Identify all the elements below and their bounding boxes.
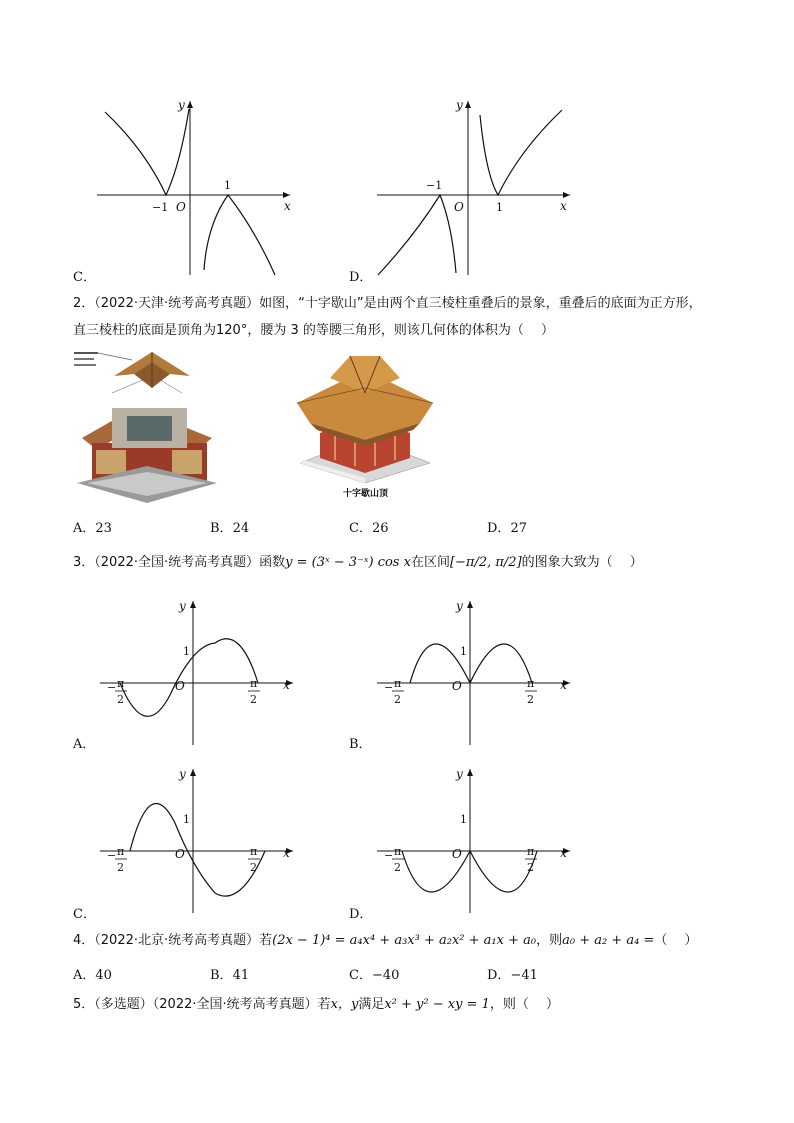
tick-pos-two: 2 — [250, 693, 257, 706]
choice-letter: D． — [487, 968, 511, 983]
q3-suffix: 的图象大致为（ ） — [521, 555, 643, 570]
tick-pos-pi: π — [527, 677, 535, 690]
curve-right — [204, 195, 275, 275]
q4-choice-a — [73, 964, 112, 983]
y-axis-arrow — [467, 601, 473, 608]
q2-choice-b — [210, 517, 249, 536]
q2-choice-d — [487, 517, 527, 536]
tick-y-1: 1 — [460, 645, 467, 658]
q2-image-caption: 十字歇山顶 — [343, 489, 389, 499]
function-curve — [410, 644, 532, 683]
x-axis-arrow — [563, 192, 570, 198]
q3-graph-d — [372, 763, 582, 918]
tick-y-1: 1 — [183, 813, 190, 826]
tick-y-1: 1 — [183, 645, 190, 658]
q3-stem — [73, 553, 643, 573]
axis-y-label: y — [179, 767, 186, 781]
q3-label-a: A． — [73, 737, 96, 752]
y-axis-arrow — [465, 101, 471, 108]
axis-x-label: x — [560, 846, 567, 860]
q5-mid: 满足 — [358, 997, 385, 1012]
curve-left — [105, 109, 189, 195]
tick-pos-two: 2 — [527, 693, 534, 706]
axis-y-label: y — [456, 767, 463, 781]
q4-equation: (2x − 1)⁴ = a₄x⁴ + a₃x³ + a₂x² + a₁x + a₀ — [272, 933, 537, 948]
q3-interval: [−π/2, π/2] — [449, 555, 522, 570]
origin-label: O — [175, 679, 185, 693]
q3-label-c: C． — [73, 907, 96, 922]
axis-x-label: x — [283, 846, 290, 860]
choice-letter: D． — [487, 521, 511, 536]
tick-pos-pi: π — [250, 677, 258, 690]
origin-label: O — [454, 200, 464, 214]
choice-value: 27 — [510, 521, 527, 536]
tick-neg-two: 2 — [394, 693, 401, 706]
q3-label-d: D． — [349, 907, 373, 922]
choice-value: 24 — [232, 521, 250, 536]
q2-line1: 2．（2022·天津·统考高考真题）如图，“十字歇山”是由两个直三棱柱重叠后的景象，重叠后的底面为正方形， — [73, 296, 702, 311]
function-curve — [130, 803, 265, 896]
tick-neg-two: 2 — [117, 861, 124, 874]
q3-graph-c — [95, 763, 305, 918]
y-axis-arrow — [190, 769, 196, 776]
axis-x-label: x — [560, 678, 567, 692]
q4-suffix: （ ） — [654, 933, 698, 948]
tick-neg-pi: π — [394, 845, 402, 858]
q3-prefix: 3．（2022·全国·统考高考真题）函数 — [73, 555, 286, 570]
y-axis-arrow — [187, 101, 193, 108]
q3-mid: 在区间 — [410, 555, 450, 570]
q1-option-d: D． — [349, 270, 373, 285]
tick-neg1: −1 — [152, 201, 169, 214]
q1-graph-c — [90, 95, 300, 280]
q1-graph-d — [370, 95, 580, 280]
tick-neg-pi: π — [394, 677, 402, 690]
tick-neg-sign: − — [384, 681, 394, 694]
q5-equation: x² + y² − xy = 1 — [384, 997, 490, 1012]
y-axis-arrow — [467, 769, 473, 776]
axis-y-label: y — [178, 98, 185, 112]
tick-neg-sign: − — [107, 849, 117, 862]
axis-x-label: x — [284, 199, 291, 213]
tick-pos-pi: π — [250, 845, 258, 858]
tick-neg-two: 2 — [117, 693, 124, 706]
choice-letter: B． — [210, 968, 233, 983]
tick-neg-pi: π — [117, 677, 125, 690]
q3-function: y = (3ˣ − 3⁻ˣ) cos x — [285, 555, 411, 570]
q5-stem — [73, 995, 559, 1015]
choice-letter: C． — [349, 521, 372, 536]
tick-neg-pi: π — [117, 845, 125, 858]
tick-neg-sign: − — [107, 681, 117, 694]
tick-pos-two: 2 — [527, 861, 534, 874]
choice-value: −41 — [510, 968, 538, 983]
q4-choice-b — [210, 964, 249, 983]
origin-label: O — [176, 200, 186, 214]
origin-label: O — [175, 847, 185, 861]
tick-neg-two: 2 — [394, 861, 401, 874]
x-axis-arrow — [283, 192, 290, 198]
tick-pos-pi: π — [527, 845, 535, 858]
tick-1: 1 — [496, 201, 503, 214]
axis-y-label: y — [456, 599, 463, 613]
axis-x-label: x — [560, 199, 567, 213]
tick-1: 1 — [224, 179, 231, 192]
axis-y-label: y — [456, 98, 463, 112]
tick-neg1: −1 — [426, 179, 443, 192]
choice-letter: C． — [349, 968, 372, 983]
q4-choice-c — [349, 964, 399, 983]
q2-image-exploded-roof — [72, 348, 222, 508]
q5-prefix: 5．（多选题）（2022·全国·统考高考真题）若 — [73, 997, 331, 1012]
q2-choice-a — [73, 517, 112, 536]
axis-x-label: x — [283, 678, 290, 692]
q5-suffix: ，则（ ） — [489, 997, 559, 1012]
tick-y-1: 1 — [460, 813, 467, 826]
q1-option-c: C． — [73, 270, 96, 285]
tick-pos-two: 2 — [250, 861, 257, 874]
q4-prefix: 4．（2022·北京·统考高考真题）若 — [73, 933, 273, 948]
q3-graph-b — [372, 595, 582, 750]
q4-expr: a₀ + a₂ + a₄ = — [562, 933, 655, 948]
q4-mid: ，则 — [536, 933, 563, 948]
axis-y-label: y — [179, 599, 186, 613]
choice-letter: B． — [210, 521, 233, 536]
q3-graph-a — [95, 595, 305, 750]
q2-image-cross-gable-roof — [295, 348, 435, 483]
choice-value: 40 — [95, 968, 112, 983]
choice-letter: A． — [73, 521, 96, 536]
choice-value: −40 — [371, 968, 400, 983]
choice-value: 23 — [95, 521, 112, 536]
y-axis-arrow — [190, 601, 196, 608]
q4-choice-d — [487, 964, 538, 983]
q3-label-b: B． — [349, 737, 372, 752]
q2-choice-c — [349, 517, 389, 536]
origin-label: O — [452, 679, 462, 693]
choice-value: 26 — [371, 521, 389, 536]
q4-stem — [73, 931, 697, 951]
choice-value: 41 — [232, 968, 250, 983]
curve-right — [480, 110, 562, 195]
curve-left — [378, 195, 456, 275]
q5-vars: x，y — [330, 997, 359, 1012]
tick-neg-sign: − — [384, 849, 394, 862]
q2-line2: 直三棱柱的底面是顶角为120°，腰为 3 的等腰三角形，则该几何体的体积为（ ） — [73, 323, 554, 338]
origin-label: O — [452, 847, 462, 861]
choice-letter: A． — [73, 968, 96, 983]
